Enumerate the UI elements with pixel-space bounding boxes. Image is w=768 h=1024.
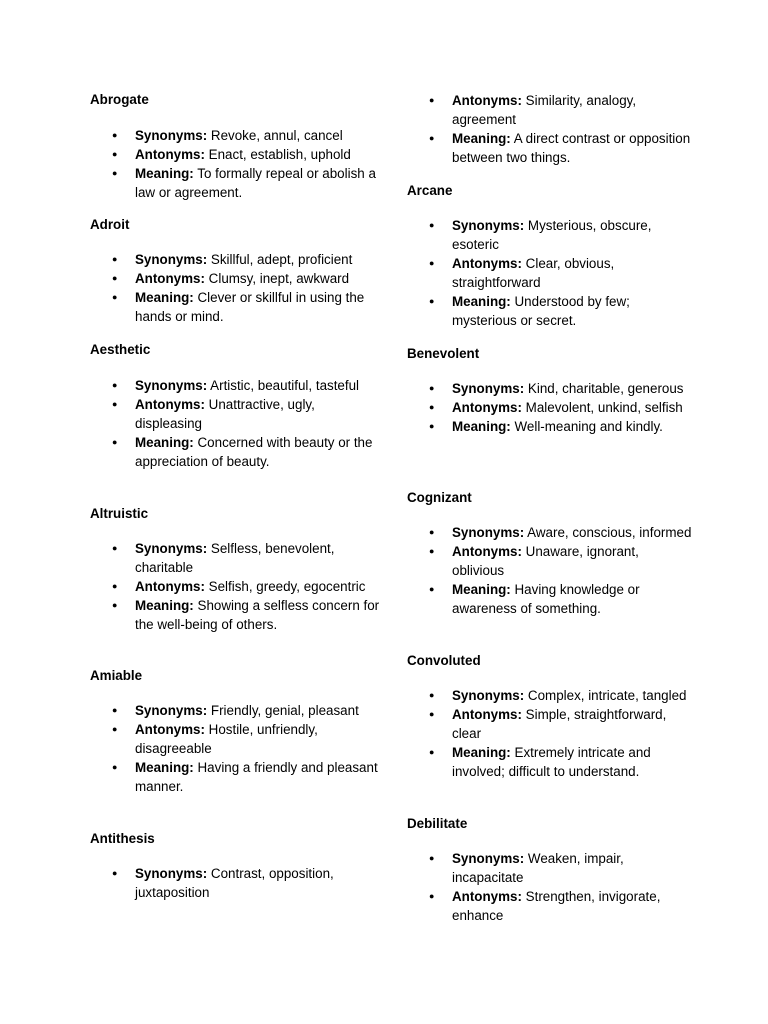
item-label: Synonyms: xyxy=(135,128,208,143)
list-item xyxy=(407,417,692,436)
term-list xyxy=(90,701,380,796)
item-label: Synonyms: xyxy=(452,525,525,540)
term-heading: Abrogate xyxy=(90,92,149,107)
list-item xyxy=(90,126,380,145)
list-item xyxy=(90,164,380,202)
list-item xyxy=(90,395,380,433)
list-item xyxy=(407,216,692,254)
item-text: Clever or skillful in using the hands or mind. xyxy=(135,290,365,324)
list-item xyxy=(90,596,380,634)
list-item xyxy=(407,580,692,618)
item-text: Kind, charitable, generous xyxy=(527,381,684,396)
item-text: Selfless, benevolent, charitable xyxy=(135,541,335,575)
term-list xyxy=(90,864,380,902)
term-heading: Adroit xyxy=(90,217,130,232)
item-text: Concerned with beauty or the appreciation of beauty. xyxy=(135,435,373,469)
item-label: Meaning: xyxy=(452,294,511,309)
item-text: Malevolent, unkind, selfish xyxy=(525,400,683,415)
list-item xyxy=(407,398,692,417)
item-text: Mysterious, obscure, esoteric xyxy=(452,218,652,252)
item-label: Meaning: xyxy=(452,582,511,597)
term-heading: Aesthetic xyxy=(90,342,151,357)
item-label: Meaning: xyxy=(135,166,194,181)
item-text: A direct contrast or opposition between two things. xyxy=(452,131,691,165)
term-list xyxy=(407,849,692,925)
item-text: Clumsy, inept, awkward xyxy=(208,271,350,286)
term-heading: Arcane xyxy=(407,183,453,198)
list-item xyxy=(90,269,380,288)
item-label: Synonyms: xyxy=(135,703,208,718)
list-item xyxy=(407,254,692,292)
item-label: Synonyms: xyxy=(452,851,525,866)
item-label: Synonyms: xyxy=(135,252,208,267)
item-text: Clear, obvious, straightforward xyxy=(452,256,615,290)
item-label: Meaning: xyxy=(135,760,194,775)
item-text: Hostile, unfriendly, disagreeable xyxy=(135,722,318,756)
item-text: Well-meaning and kindly. xyxy=(514,419,663,434)
item-label: Meaning: xyxy=(452,419,511,434)
term-heading: Benevolent xyxy=(407,346,480,361)
list-item xyxy=(407,849,692,887)
item-text: Aware, conscious, informed xyxy=(527,525,692,540)
item-text: Enact, establish, uphold xyxy=(208,147,351,162)
item-text: Revoke, annul, cancel xyxy=(210,128,343,143)
item-label: Antonyms: xyxy=(452,93,522,108)
item-text: Strengthen, invigorate, enhance xyxy=(452,889,661,923)
item-text: Selfish, greedy, egocentric xyxy=(208,579,366,594)
item-text: Extremely intricate and involved; difficult to understand. xyxy=(452,745,651,779)
item-text: Simple, straightforward, clear xyxy=(452,707,667,741)
term-heading: Amiable xyxy=(90,668,143,683)
item-label: Antonyms: xyxy=(135,147,205,162)
item-text: Understood by few; mysterious or secret. xyxy=(452,294,630,328)
item-label: Antonyms: xyxy=(452,889,522,904)
item-label: Synonyms: xyxy=(135,866,208,881)
item-text: Showing a selfless concern for the well-being of others. xyxy=(135,598,380,632)
item-text: Unaware, ignorant, oblivious xyxy=(452,544,639,578)
list-item xyxy=(407,705,692,743)
list-item xyxy=(407,887,692,925)
term-heading: Antithesis xyxy=(90,831,155,846)
item-text: Friendly, genial, pleasant xyxy=(210,703,359,718)
list-item xyxy=(90,250,380,269)
term-list xyxy=(90,250,380,326)
item-text: Complex, intricate, tangled xyxy=(527,688,687,703)
term-list xyxy=(407,379,692,436)
list-item xyxy=(90,701,380,720)
item-label: Synonyms: xyxy=(135,541,208,556)
term-list xyxy=(90,126,380,202)
item-text: Having a friendly and pleasant manner. xyxy=(135,760,378,794)
item-label: Antonyms: xyxy=(452,707,522,722)
item-label: Meaning: xyxy=(135,598,194,613)
list-item xyxy=(90,433,380,471)
list-item xyxy=(90,864,380,902)
term-heading: Altruistic xyxy=(90,506,149,521)
item-label: Synonyms: xyxy=(452,218,525,233)
item-text: Skillful, adept, proficient xyxy=(210,252,353,267)
list-item xyxy=(407,91,692,129)
item-label: Antonyms: xyxy=(135,271,205,286)
item-label: Meaning: xyxy=(452,131,511,146)
term-list xyxy=(407,216,692,330)
list-item xyxy=(407,129,692,167)
term-list xyxy=(407,523,692,618)
list-item xyxy=(407,743,692,781)
list-item xyxy=(407,542,692,580)
item-text: To formally repeal or abolish a law or agreement. xyxy=(135,166,376,200)
term-list xyxy=(90,376,380,471)
item-label: Meaning: xyxy=(452,745,511,760)
item-label: Antonyms: xyxy=(452,256,522,271)
list-item xyxy=(407,379,692,398)
term-list xyxy=(407,686,692,781)
list-item xyxy=(90,539,380,577)
item-label: Meaning: xyxy=(135,290,194,305)
item-label: Antonyms: xyxy=(452,544,522,559)
item-text: Unattractive, ugly, displeasing xyxy=(135,397,315,431)
item-label: Meaning: xyxy=(135,435,194,450)
item-label: Antonyms: xyxy=(135,579,205,594)
list-item xyxy=(90,376,380,395)
list-item xyxy=(90,720,380,758)
list-item xyxy=(407,523,692,542)
term-list xyxy=(407,91,692,167)
term-list xyxy=(90,539,380,634)
list-item xyxy=(407,686,692,705)
list-item xyxy=(90,288,380,326)
item-text: Weaken, impair, incapacitate xyxy=(452,851,624,885)
list-item xyxy=(90,758,380,796)
term-heading: Convoluted xyxy=(407,653,481,668)
list-item xyxy=(90,145,380,164)
item-label: Synonyms: xyxy=(452,688,525,703)
item-label: Antonyms: xyxy=(135,722,205,737)
item-text: Contrast, opposition, juxtaposition xyxy=(135,866,334,900)
item-label: Synonyms: xyxy=(135,378,208,393)
list-item xyxy=(90,577,380,596)
term-heading: Debilitate xyxy=(407,816,468,831)
item-label: Antonyms: xyxy=(452,400,522,415)
term-heading: Cognizant xyxy=(407,490,472,505)
item-text: Having knowledge or awareness of something. xyxy=(452,582,640,616)
item-text: Similarity, analogy, agreement xyxy=(452,93,637,127)
item-text: Artistic, beautiful, tasteful xyxy=(210,378,360,393)
item-label: Synonyms: xyxy=(452,381,525,396)
item-label: Antonyms: xyxy=(135,397,205,412)
list-item xyxy=(407,292,692,330)
